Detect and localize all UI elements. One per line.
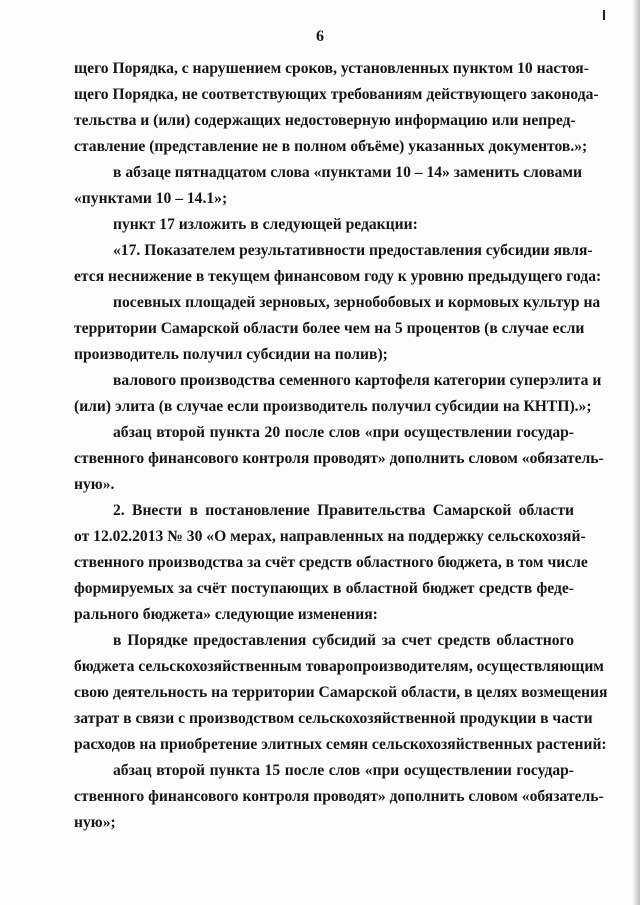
text-line: ется неснижение в текущем финансовом году к уровню предыдущего года: bbox=[74, 268, 602, 285]
text-line: щего Порядка, с нарушением сроков, установленных пунктом 10 настоя- bbox=[74, 60, 589, 77]
scan-edge-shadow bbox=[632, 0, 640, 905]
text-line: абзац второй пункта 15 после слов «при осуществлении государ- bbox=[113, 762, 574, 779]
text-line: ставление (представление не в полном объёме) указанных документов.»; bbox=[74, 138, 588, 155]
text-line: ную». bbox=[74, 476, 115, 493]
page-number: 6 bbox=[316, 28, 324, 45]
text-line: тельства и (или) содержащих недостоверную информацию или непред- bbox=[74, 112, 576, 129]
text-line: ственного производства за счёт средств областного бюджета, в том числе bbox=[74, 554, 588, 571]
text-line: валового производства семенного картофеля категории суперэлита и bbox=[113, 372, 602, 389]
text-line: территории Самарской области более чем на 5 процентов (в случае если bbox=[74, 320, 585, 337]
text-line: формируемых за счёт поступающих в областной бюджет средств феде- bbox=[74, 580, 574, 597]
text-line: бюджета сельскохозяйственным товаропроизводителям, осуществляющим bbox=[74, 658, 604, 675]
text-line: свою деятельность на территории Самарской области, в целях возмещения bbox=[74, 684, 608, 701]
text-line: абзац второй пункта 20 после слов «при осуществлении государ- bbox=[113, 424, 574, 441]
text-line: затрат в связи с производством сельскохозяйственной продукции в части bbox=[74, 710, 593, 727]
text-line: ственного финансового контроля проводят» дополнить словом «обязатель- bbox=[74, 450, 604, 467]
text-line: от 12.02.2013 № 30 «О мерах, направленных на поддержку сельскохозяй- bbox=[74, 528, 586, 545]
text-line: ную»; bbox=[74, 814, 116, 831]
text-line: (или) элита (в случае если производитель получил субсидии на КНТП).»; bbox=[74, 398, 592, 415]
text-line: в Порядке предоставления субсидий за счет средств областного bbox=[113, 632, 574, 649]
text-line: в абзаце пятнадцатом слова «пунктами 10 – 14» заменить словами bbox=[113, 164, 583, 181]
text-line: ственного финансового контроля проводят» дополнить словом «обязатель- bbox=[74, 788, 604, 805]
text-line: рального бюджета» следующие изменения: bbox=[74, 606, 378, 623]
text-line: «пунктами 10 – 14.1»; bbox=[74, 190, 228, 207]
text-line: щего Порядка, не соответствующих требованиям действующего законода- bbox=[74, 86, 599, 103]
text-line: 2. Внести в постановление Правительства Самарской области bbox=[113, 502, 574, 519]
text-line: производитель получил субсидии на полив); bbox=[74, 346, 388, 363]
scan-mark bbox=[603, 10, 605, 20]
text-line: расходов на приобретение элитных семян сельскохозяйственных растений: bbox=[74, 736, 607, 753]
text-line: «17. Показателем результативности предоставления субсидии явля- bbox=[113, 242, 593, 259]
text-line: пункт 17 изложить в следующей редакции: bbox=[113, 216, 418, 233]
text-line: посевных площадей зерновых, зернобобовых и кормовых культур на bbox=[113, 294, 601, 311]
